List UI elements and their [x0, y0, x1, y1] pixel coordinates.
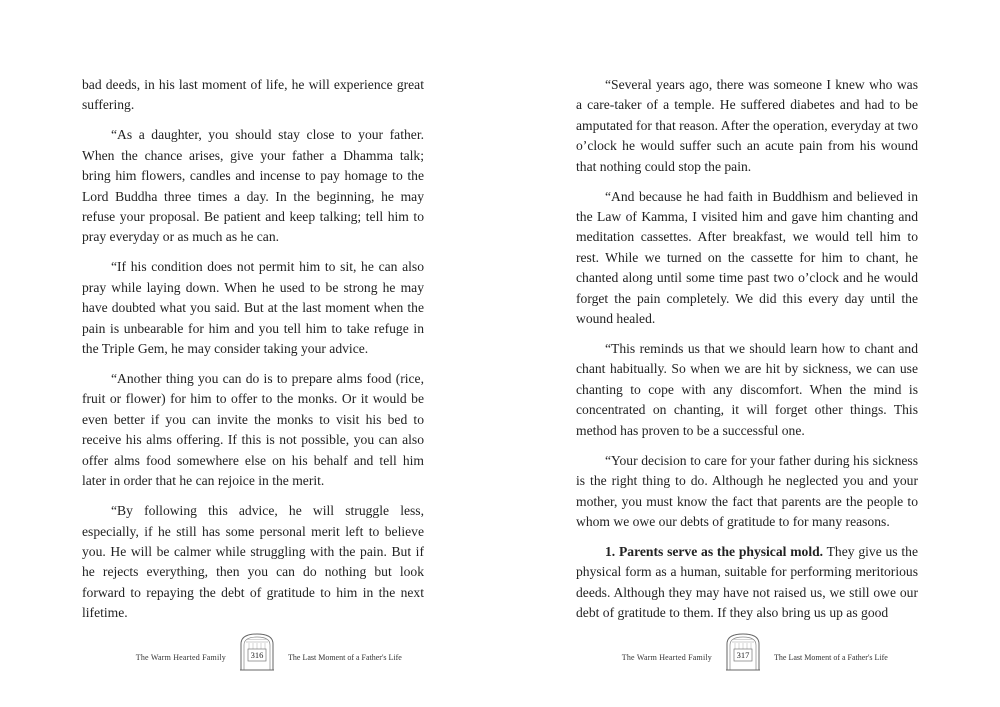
chapter-title: The Last Moment of a Father's Life [288, 653, 402, 662]
paragraph: “And because he had faith in Buddhism and believed in the Law of Kamma, I visited him and gave him chanting and meditation cassettes. After breakfast, we would tell him to rest. While we turned on the cassette for him to chant, he chanted along until some time past two o’clock and he would forget the pain completely. We did this every day until the wound healed. [576, 188, 918, 327]
book-title: The Warm Hearted Family [621, 653, 712, 662]
paragraph: “By following this advice, he will struggle less, especially, if he still has some personal merit left to believe you. He will be calmer while struggling with the pain. But if he rejects everything, then you can do nothing but look forward to repaying the debt of gratitude to him in the next lifetime. [82, 503, 424, 621]
section-heading: 1. Parents serve as the physical mold. [605, 543, 824, 559]
chapter-title: The Last Moment of a Father's Life [774, 653, 888, 662]
book-title: The Warm Hearted Family [135, 653, 226, 662]
paragraph: “As a daughter, you should stay close to your father. When the chance arises, give your father a Dhamma talk; bring him flowers, candles and incense to pay homage to the Lord Buddha three times a day. In the beginning, he may refuse your proposal. Be patient and keep talking; tell him to pray everyday or as much as he can. [82, 127, 424, 245]
paragraph: “Your decision to care for your father during his sickness is the right thing to do. Although he neglected you and your mother, you must know the fact that parents are the people to whom we owe our debts of gratitude to for many reasons. [576, 452, 918, 529]
temple-emblem-icon [724, 632, 762, 672]
paragraph: “If his condition does not permit him to sit, he can also pray while laying down. When he used to be strong he may have doubted what you said. But at the last moment when the pain is unbearable for him and you tell him to take refuge in the Triple Gem, he may consider taking your advice. [82, 259, 424, 357]
page-number: 317 [736, 650, 750, 660]
paragraph-text: They give us the physical form as a human, suitable for performing meritorious deeds. Although they may have not raised us, we still owe our debt of gratitude to them. If they also bring us up as good [576, 543, 918, 621]
left-body-text [82, 75, 424, 633]
paragraph: “Another thing you can do is to prepare alms food (rice, fruit or flower) for him to offer to the monks. Or it would be even better if you can invite the monks to visit his bed to receive his alms offering. If this is not possible, you can also offer alms food somewhere else on his behalf and tell him later in order that he can rejoice in the merit. [82, 371, 424, 489]
temple-emblem-icon [238, 632, 276, 672]
right-page [500, 0, 1000, 707]
left-footer [0, 632, 500, 672]
right-body-text [576, 75, 918, 633]
paragraph: “Several years ago, there was someone I knew who was a care-taker of a temple. He suffered diabetes and had to be amputated for that reason. After the operation, everyday at two o’clock he would suffer such an acute pain from his wound that nothing could stop the pain. [576, 77, 918, 174]
paragraph: bad deeds, in his last moment of life, he will experience great suffering. [82, 77, 424, 113]
right-footer [500, 632, 1000, 672]
page-number: 316 [250, 650, 264, 660]
paragraph: “This reminds us that we should learn how to chant and chant habitually. So when we are hit by sickness, we can use chanting to cope with any discomfort. When the mind is concentrated on chanting, it will forget other things. This method has proven to be a successful one. [576, 341, 918, 438]
paragraph [576, 542, 918, 624]
